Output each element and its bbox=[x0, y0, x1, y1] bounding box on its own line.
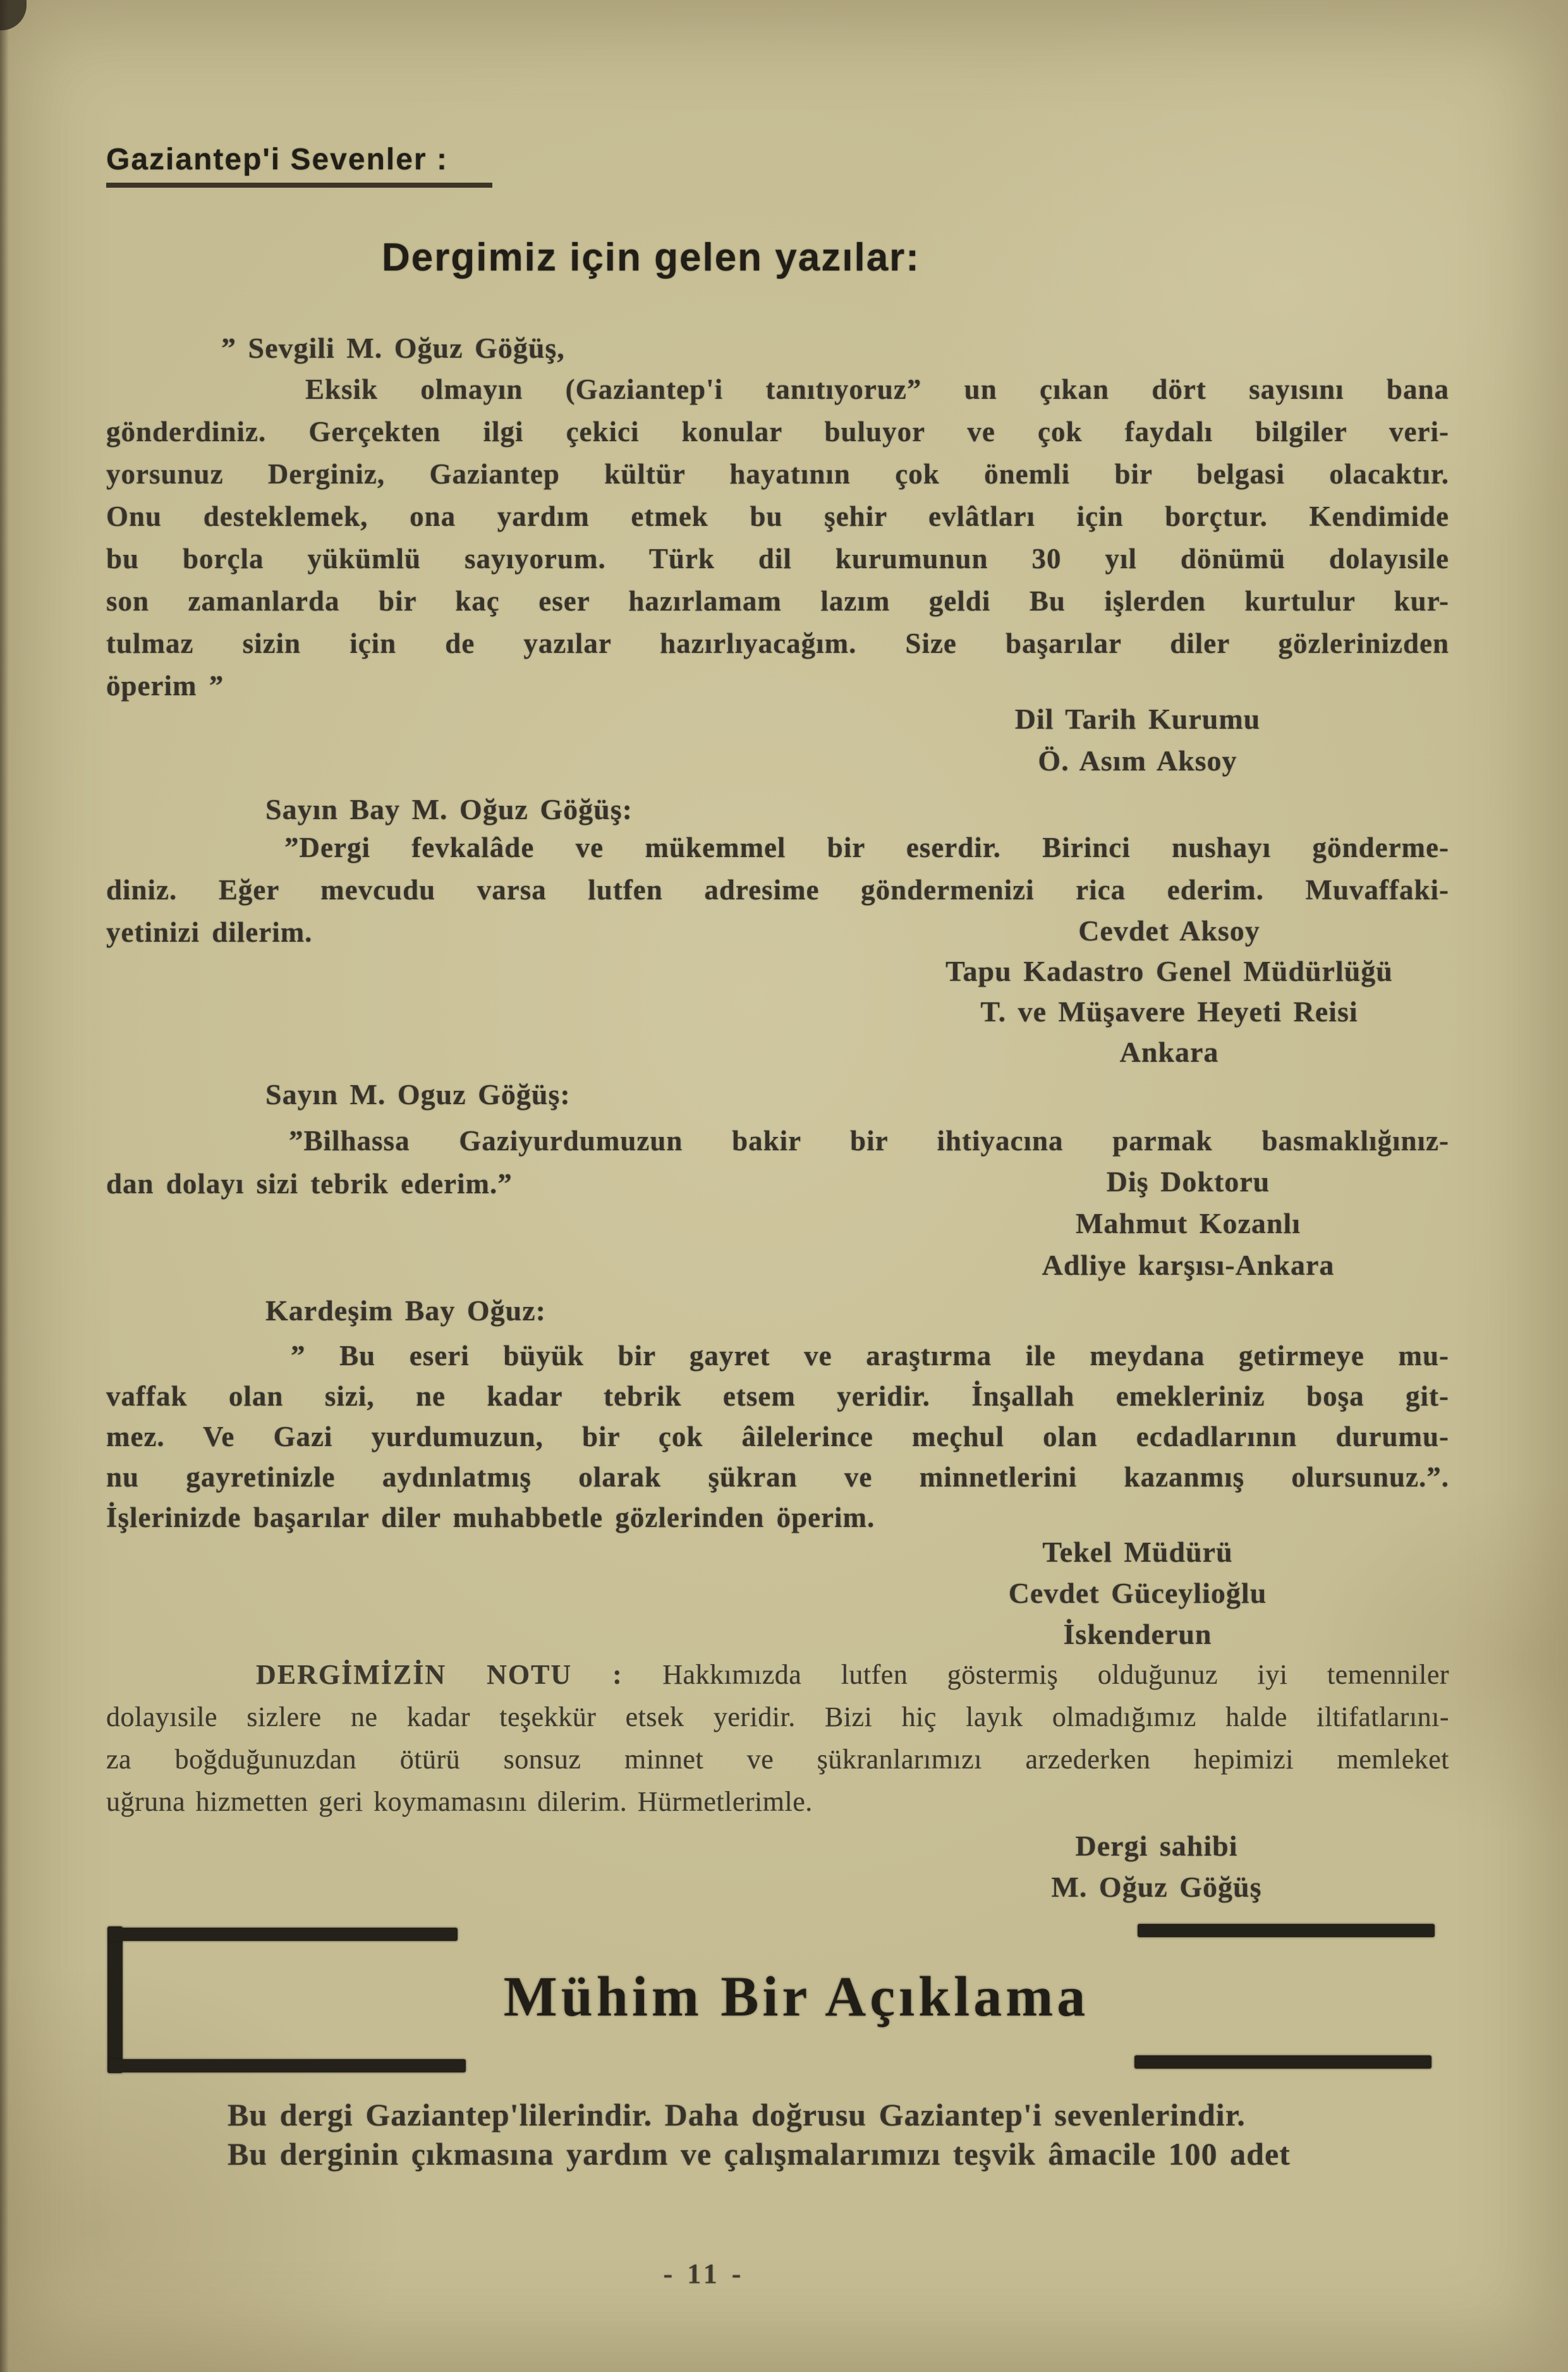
letter-4-greeting: Kardeşim Bay Oğuz: bbox=[265, 1294, 546, 1327]
text-line: Dil Tarih Kurumu bbox=[1014, 703, 1261, 735]
text-line: diniz. Eğer mevcudu varsa lutfen adresime göndermenizi rica ederim. Muvaffaki- bbox=[106, 874, 1449, 906]
text-line: Adliye karşısı-Ankara bbox=[1042, 1249, 1335, 1281]
section-header-wrap bbox=[106, 142, 492, 177]
text-line: gönderdiniz. Gerçekten ilgi çekici konular buluyor ve çok faydalı bilgiler veri- bbox=[106, 416, 1449, 447]
text-line: dolayısile sizlere ne kadar teşekkür etsek yeridir. Bizi hiç layık olmadığımız halde iltifatlarını- bbox=[106, 1701, 1449, 1732]
text-line: ”Dergi fevkalâde ve mükemmel bir eserdir. Birinci nushayı gönderme- bbox=[284, 832, 1449, 863]
text-line: bu borçla yükümlü sayıyorum. Türk dil kurumunun 30 yıl dönümü dolayısile bbox=[106, 543, 1449, 575]
text-line: Onu desteklemek, ona yardım etmek bu şehir evlâtları için borçtur. Kendimide bbox=[106, 501, 1449, 532]
letter-1-signature bbox=[853, 698, 1422, 782]
text-line: ” Bu eseri büyük bir gayret ve araştırma ile meydana getirmeye mu- bbox=[291, 1340, 1449, 1372]
letter-3-greeting: Sayın M. Oguz Göğüş: bbox=[265, 1078, 571, 1110]
text-line: Dergi sahibi bbox=[1075, 1830, 1238, 1862]
editor-note-label: DERGİMİZİN NOTU : bbox=[256, 1659, 623, 1690]
text-line: Bu dergi Gaziantep'lilerindir. Daha doğrusu Gaziantep'i sevenlerindir. bbox=[228, 2097, 1246, 2132]
page-number: - 11 - bbox=[663, 2258, 745, 2289]
text-line: Mahmut Kozanlı bbox=[1075, 1207, 1301, 1239]
box-border-bottom-left bbox=[109, 2059, 466, 2072]
text-line: öperim ” bbox=[106, 670, 224, 702]
text-line: ”Bilhassa Gaziyurdumuzun bakir bir ihtiyacına parmak basmaklığınız- bbox=[289, 1125, 1449, 1157]
announcement-box bbox=[107, 1926, 1435, 2072]
announcement-title: Mühim Bir Açıklama bbox=[503, 1966, 1090, 2028]
text-line: Bu derginin çıkmasına yardım ve çalışmalarımızı teşvik âmacile 100 adet bbox=[228, 2136, 1291, 2172]
text-line: dan dolayı sizi tebrik ederim.” bbox=[106, 1168, 513, 1200]
letter-3-signature bbox=[904, 1161, 1473, 1286]
letter-1-greeting: ” Sevgili M. Oğuz Göğüş, bbox=[221, 332, 565, 364]
text-line: Ankara bbox=[1119, 1036, 1219, 1068]
announcement-text bbox=[228, 2095, 1492, 2174]
text-line: nu gayretinizle aydınlatmış olarak şükran ve minnetlerini kazanmış olursunuz.”. bbox=[106, 1461, 1449, 1493]
letter-2-signature bbox=[885, 911, 1454, 1073]
text-line: Ö. Asım Aksoy bbox=[1038, 745, 1237, 777]
text-line: Eksik olmayın (Gaziantep'i tanıtıyoruz” un çıkan dört sayısını bana bbox=[305, 374, 1449, 405]
page-title: Dergimiz için gelen yazılar: bbox=[382, 236, 920, 279]
editor-note-signature bbox=[872, 1825, 1441, 1907]
text-line: tulmaz sizin için de yazılar hazırlıyacağım. Size başarılar diler gözlerinizden bbox=[106, 628, 1449, 659]
letter-4-signature bbox=[853, 1531, 1422, 1655]
editor-note-lines bbox=[106, 1696, 1449, 1823]
box-border-bottom-right bbox=[1134, 2055, 1431, 2069]
text-line: T. ve Müşavere Heyeti Reisi bbox=[980, 995, 1358, 1028]
letter-4-body bbox=[106, 1335, 1449, 1538]
text-line: Diş Doktoru bbox=[1106, 1165, 1270, 1198]
text-line: Cevdet Aksoy bbox=[1078, 915, 1260, 947]
text-line: mez. Ve Gazi yurdumuzun, bir çok âilelerince meçhul olan ecdadlarının durumu- bbox=[106, 1421, 1449, 1452]
letter-2-greeting: Sayın Bay M. Oğuz Göğüş: bbox=[265, 793, 633, 825]
box-border-top-right bbox=[1138, 1924, 1435, 1937]
text-line: son zamanlarda bir kaç eser hazırlamam lazım geldi Bu işlerden kurtulur kur- bbox=[106, 585, 1449, 617]
section-header: Gaziantep'i Sevenler : bbox=[106, 143, 492, 188]
text-line: vaffak olan sizi, ne kadar tebrik etsem yeridir. İnşallah emekleriniz boşa git- bbox=[106, 1380, 1449, 1412]
text-line: Tekel Müdürü bbox=[1042, 1536, 1233, 1568]
editor-note-line-1 bbox=[106, 1653, 1449, 1696]
scan-edge-shadow bbox=[0, 0, 9, 2372]
text-line: uğruna hizmetten geri koymamasını dilerim. Hürmetlerimle. bbox=[106, 1786, 813, 1817]
text-line: yorsunuz Derginiz, Gaziantep kültür hayatının çok önemli bir belgasi olacaktır. bbox=[106, 458, 1449, 490]
text-line: Tapu Kadastro Genel Müdürlüğü bbox=[945, 955, 1393, 987]
editor-note-line-1-text: Hakkımızda lutfen göstermiş olduğunuz iyi temenniler bbox=[662, 1659, 1450, 1690]
text-line: İskenderun bbox=[1063, 1618, 1212, 1650]
text-line: Cevdet Güceylioğlu bbox=[1008, 1577, 1267, 1609]
box-border-top-left bbox=[109, 1928, 458, 1941]
letter-1-body bbox=[106, 368, 1449, 707]
text-line: M. Oğuz Göğüş bbox=[1051, 1871, 1262, 1903]
editor-note bbox=[106, 1653, 1449, 1823]
text-line: yetinizi dilerim. bbox=[106, 916, 313, 948]
text-line: İşlerinizde başarılar diler muhabbetle gözlerinden öperim. bbox=[106, 1502, 875, 1533]
text-line: za boğduğunuzdan ötürü sonsuz minnet ve şükranlarımızı arzederken hepimizi memleket bbox=[106, 1744, 1449, 1775]
